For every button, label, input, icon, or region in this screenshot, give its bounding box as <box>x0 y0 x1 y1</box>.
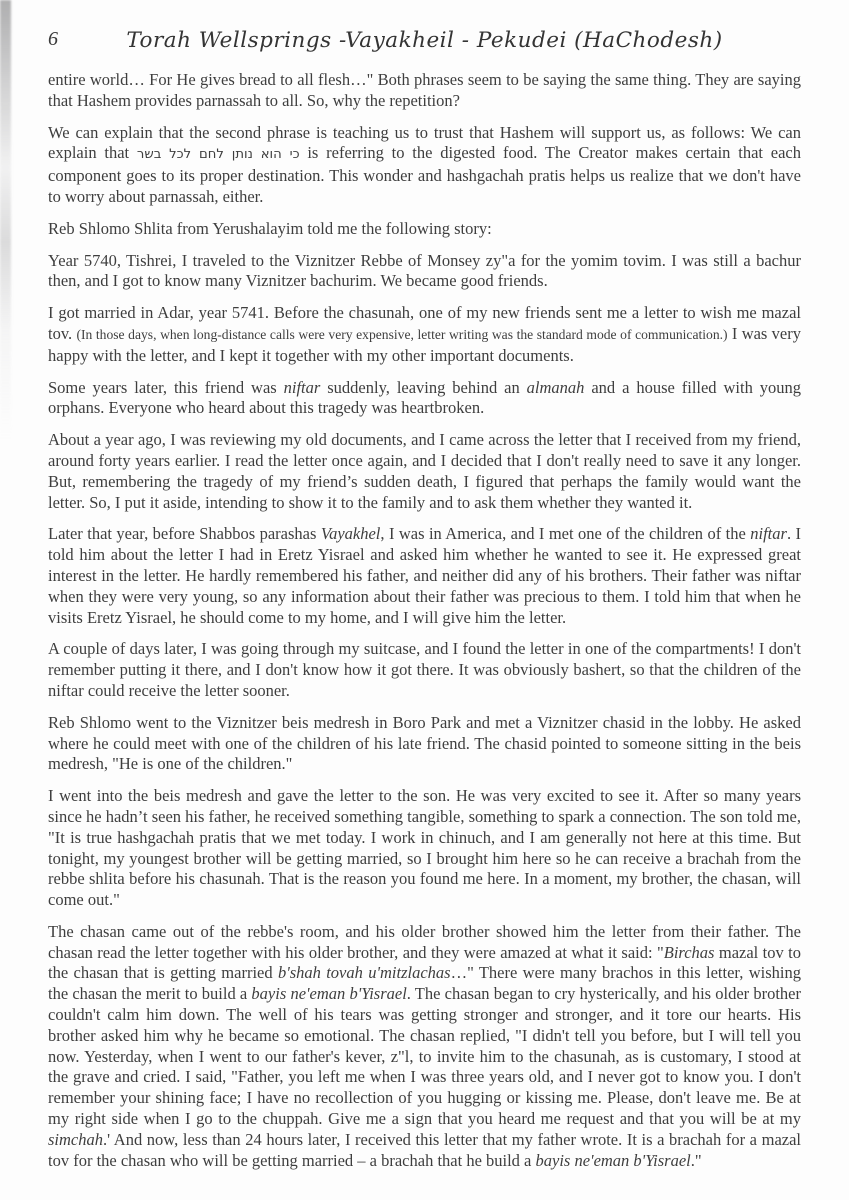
paragraph: I went into the beis medresh and gave the letter to the son. He was very excited to see it. After so many years since he hadn’t seen his father, he received something tangible, something to spark a connection. The son told me, "It is true hashgachah pratis that we met today. I work in chinuch, and I am generally not here at this time. But tonight, my youngest brother will be getting married, so I brought him here so he can receive a brachah from the rebbe shlita before his chasunah. That is the reason you found me here. In a moment, my brother, the chasan, will come out." <box>48 786 801 910</box>
page-title: Torah Wellsprings -Vayakheil - Pekudei (HaChodesh) <box>126 28 723 53</box>
paragraph: Reb Shlomo Shlita from Yerushalayim told me the following story: <box>48 218 492 238</box>
paragraph: Some years later, this friend was niftar suddenly, leaving behind an almanah and a house filled with young orphans. Everyone who heard about this tragedy was heartbroken. <box>48 377 801 418</box>
paragraph: A couple of days later, I was going through my suitcase, and I found the letter in one of the compartments! I don't remember putting it there, and I don't know how it got there. It was obviously bashert, so that the children of the niftar could receive the letter sooner. <box>48 639 801 700</box>
paragraph: We can explain that the second phrase is teaching us to trust that Hashem will support us, as follows: We can explain that כי הוא נותן לחם לכל בשר is referring to the digested food. The Creator makes certain that each component goes to its proper destination. This wonder and hashgachah pratis helps us realize that we don't have to worry about parnassah, either. <box>48 122 801 206</box>
page-header <box>48 28 801 58</box>
scan-edge-shadow <box>0 0 11 440</box>
paragraph: Reb Shlomo went to the Viznitzer beis medresh in Boro Park and met a Viznitzer chasid in the lobby. He asked where he could meet with one of the children of his late friend. The chasid pointed to someone sitting in the beis medresh, "He is one of the children." <box>48 712 801 774</box>
paragraph: entire world… For He gives bread to all flesh…" Both phrases seem to be saying the same thing. They are saying that Hashem provides parnassah to all. So, why the repetition? <box>48 70 801 110</box>
paragraph: I got married in Adar, year 5741. Before the chasunah, one of my new friends sent me a letter to wish me mazal tov. (In those days, when long-distance calls were very expensive, letter writing was the standard mode of communication.) I was very happy with the letter, and I kept it together with my other important documents. <box>48 303 801 365</box>
paragraph: Later that year, before Shabbos parashas Vayakhel, I was in America, and I met one of the children of the niftar. I told him about the letter I had in Eretz Yisrael and asked him whether he wanted to see it. He expressed great interest in the letter. He hardly remembered his father, and neither did any of his brothers. Their father was niftar when they were very young, so any information about their father was precious to them. I told him that when he visits Eretz Yisrael, he should come to my home, and I will give him the letter. <box>48 524 801 627</box>
paragraph: About a year ago, I was reviewing my old documents, and I came across the letter that I received from my friend, around forty years earlier. I read the letter once again, and I decided that I don't really need to save it any longer. But, remembering the tragedy of my friend’s sudden death, I figured that perhaps the family would want the letter. So, I put it aside, intending to show it to the family and to ask them whether they wanted it. <box>48 430 801 512</box>
hebrew-phrase: כי הוא נותן לחם לכל בשר <box>136 147 300 163</box>
body-text <box>48 70 801 1182</box>
paragraph: Year 5740, Tishrei, I traveled to the Viznitzer Rebbe of Monsey zy"a for the yomim tovim. I was still a bachur then, and I got to know many Viznitzer bachurim. We became good friends. <box>48 250 801 291</box>
page-number: 6 <box>48 28 58 50</box>
paragraph: The chasan came out of the rebbe's room, and his older brother showed him the letter from their father. The chasan read the letter together with his older brother, and they were amazed at what it said: "Birchas mazal tov to the chasan that is getting married b'shah tovah u'mitzlachas…" There were many brachos in this letter, wishing the chasan the merit to build a bayis ne'eman b'Yisrael. The chasan began to cry hysterically, and his older brother couldn't calm him down. The well of his tears was getting stronger and stronger, and it tore our hearts. His brother asked him why he became so emotional. The chasan replied, "I didn't tell you before, but I will tell you now. Yesterday, when I went to our father's kever, z"l, to invite him to the chasunah, as is customary, I stood at the grave and cried. I said, "Father, you left me when I was three years old, and I never got to know you. I don't remember your shining face; I have no recollection of you hugging or kissing me. Please, don't leave me. Be at my right side when I go to the chuppah. Give me a sign that you heard me request and that you will be at my simchah.' And now, less than 24 hours later, I received this letter that my father wrote. It is a brachah for a mazal tov for the chasan who will be getting married – a brachah that he build a bayis ne'eman b'Yisrael." <box>48 921 801 1170</box>
